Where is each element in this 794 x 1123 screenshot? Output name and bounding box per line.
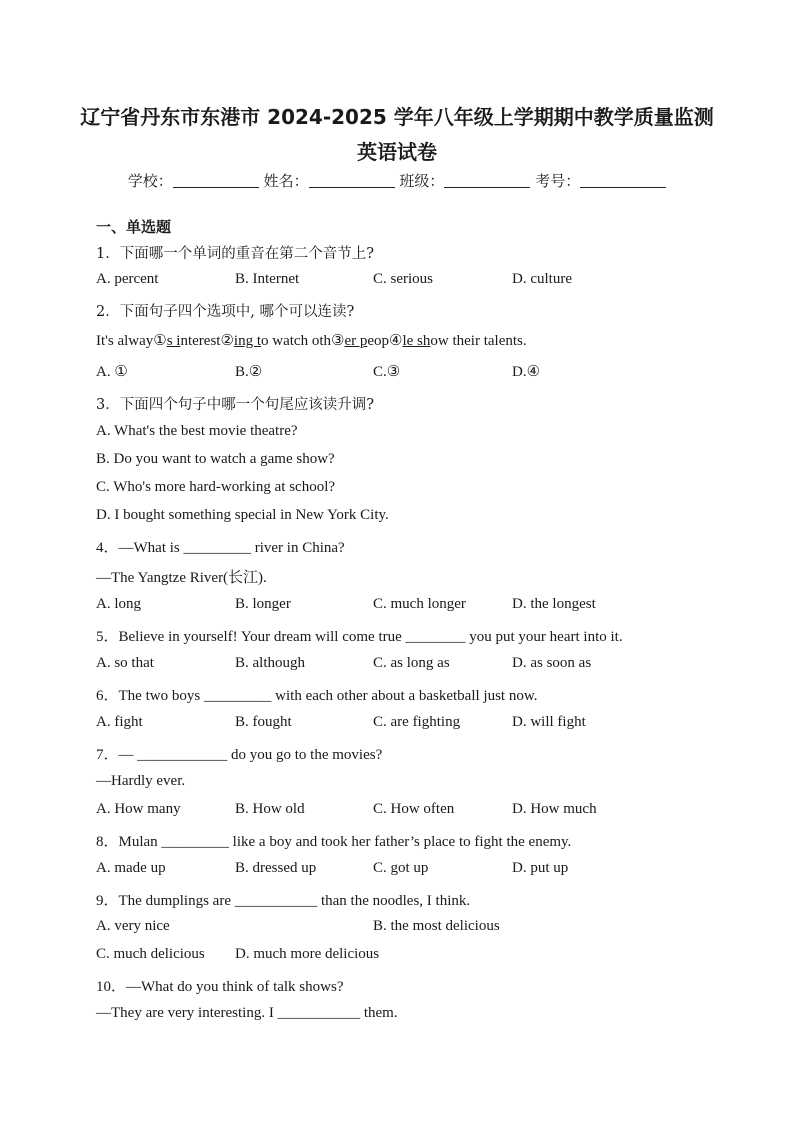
name-label: 姓名： — [263, 172, 309, 190]
question-1-stem: 1．下面哪一个单词的重音在第二个音节上? — [96, 246, 374, 262]
class-blank[interactable] — [444, 173, 530, 188]
question-8-option-a[interactable]: A. made up — [96, 860, 166, 876]
exam-number-blank[interactable] — [580, 173, 666, 188]
question-2-option-c[interactable]: C.③ — [373, 364, 401, 380]
question-4-stem: 4．—What is _________ river in China? — [96, 540, 345, 556]
school-label: 学校： — [127, 172, 173, 190]
question-2-option-d[interactable]: D.④ — [512, 364, 541, 380]
exam-title-line1: 辽宁省丹东市东港市 2024-2025 学年八年级上学期期中教学质量监测 — [80, 105, 714, 129]
question-6-option-c[interactable]: C. are fighting — [373, 714, 461, 730]
question-7-reply: —Hardly ever. — [96, 773, 186, 789]
question-7-option-c[interactable]: C. How often — [373, 801, 455, 817]
question-10-reply: —They are very interesting. I ___________ them. — [96, 1005, 398, 1021]
question-1-option-d[interactable]: D. culture — [512, 271, 572, 287]
question-4-option-b[interactable]: B. longer — [235, 596, 291, 612]
question-4-option-c[interactable]: C. much longer — [373, 596, 466, 612]
sentence-linking-2: ing t — [233, 333, 262, 349]
question-6-option-d[interactable]: D. will fight — [512, 714, 586, 730]
exam-title-line2: 英语试卷 — [357, 140, 437, 164]
question-1-option-c[interactable]: C. serious — [373, 271, 433, 287]
question-2-stem: 2．下面句子四个选项中, 哪个可以连读? — [96, 304, 355, 320]
question-5-option-a[interactable]: A. so that — [96, 655, 154, 671]
question-8-option-d[interactable]: D. put up — [512, 860, 569, 876]
sentence-part: It's alway① — [96, 333, 167, 349]
sentence-linking-1: s i — [166, 333, 181, 349]
question-1-option-b[interactable]: B. Internet — [235, 271, 300, 287]
question-3-option-b[interactable]: B. Do you want to watch a game show? — [96, 451, 335, 467]
question-2-option-b[interactable]: B.② — [235, 364, 263, 380]
question-7-option-d[interactable]: D. How much — [512, 801, 597, 817]
sentence-part: o watch oth③ — [261, 333, 345, 349]
school-blank[interactable] — [173, 173, 259, 188]
class-label: 班级： — [399, 172, 445, 190]
question-9-option-a[interactable]: A. very nice — [96, 918, 170, 934]
sentence-part: ow their talents. — [430, 333, 527, 349]
question-9-option-b[interactable]: B. the most delicious — [373, 918, 500, 934]
question-3-option-a[interactable]: A. What's the best movie theatre? — [96, 423, 298, 439]
question-9-option-c[interactable]: C. much delicious — [96, 946, 205, 962]
question-3-stem: 3．下面四个句子中哪一个句尾应该读升调? — [96, 397, 374, 413]
question-8-option-c[interactable]: C. got up — [373, 860, 429, 876]
question-8-option-b[interactable]: B. dressed up — [235, 860, 317, 876]
question-7-option-a[interactable]: A. How many — [96, 801, 181, 817]
question-5-stem: 5．Believe in yourself! Your dream will come true ________ you put your heart into it. — [96, 629, 623, 645]
question-6-stem: 6．The two boys _________ with each other about a basketball just now. — [96, 688, 538, 704]
question-7-option-b[interactable]: B. How old — [235, 801, 305, 817]
name-blank[interactable] — [309, 173, 395, 188]
question-2-sentence — [96, 331, 527, 350]
question-6-option-b[interactable]: B. fought — [235, 714, 292, 730]
question-7-stem: 7．— ____________ do you go to the movies? — [96, 747, 383, 763]
question-9-option-d[interactable]: D. much more delicious — [235, 946, 380, 962]
question-3-option-d[interactable]: D. I bought something special in New York City. — [96, 507, 389, 523]
question-8-stem: 8．Mulan _________ like a boy and took her father’s place to fight the enemy. — [96, 834, 572, 850]
question-2-option-a[interactable]: A. ① — [96, 364, 128, 380]
section-title: 一、单选题 — [96, 218, 172, 236]
question-5-option-d[interactable]: D. as soon as — [512, 655, 592, 671]
sentence-linking-4: le sh — [402, 333, 431, 349]
question-4-reply: —The Yangtze River(长江). — [96, 570, 267, 586]
question-3-option-c[interactable]: C. Who's more hard-working at school? — [96, 479, 336, 495]
question-9-stem: 9．The dumplings are ___________ than the noodles, I think. — [96, 893, 471, 909]
question-6-option-a[interactable]: A. fight — [96, 714, 143, 730]
question-4-option-d[interactable]: D. the longest — [512, 596, 596, 612]
question-5-option-c[interactable]: C. as long as — [373, 655, 450, 671]
sentence-part: eop④ — [367, 333, 403, 349]
exam-number-label: 考号： — [535, 172, 581, 190]
student-info-row — [0, 170, 794, 191]
question-5-option-b[interactable]: B. although — [235, 655, 305, 671]
question-10-stem: 10．—What do you think of talk shows? — [96, 979, 344, 995]
question-4-option-a[interactable]: A. long — [96, 596, 141, 612]
sentence-linking-3: er p — [344, 333, 368, 349]
question-1-option-a[interactable]: A. percent — [96, 271, 159, 287]
sentence-part: nterest② — [180, 333, 234, 349]
